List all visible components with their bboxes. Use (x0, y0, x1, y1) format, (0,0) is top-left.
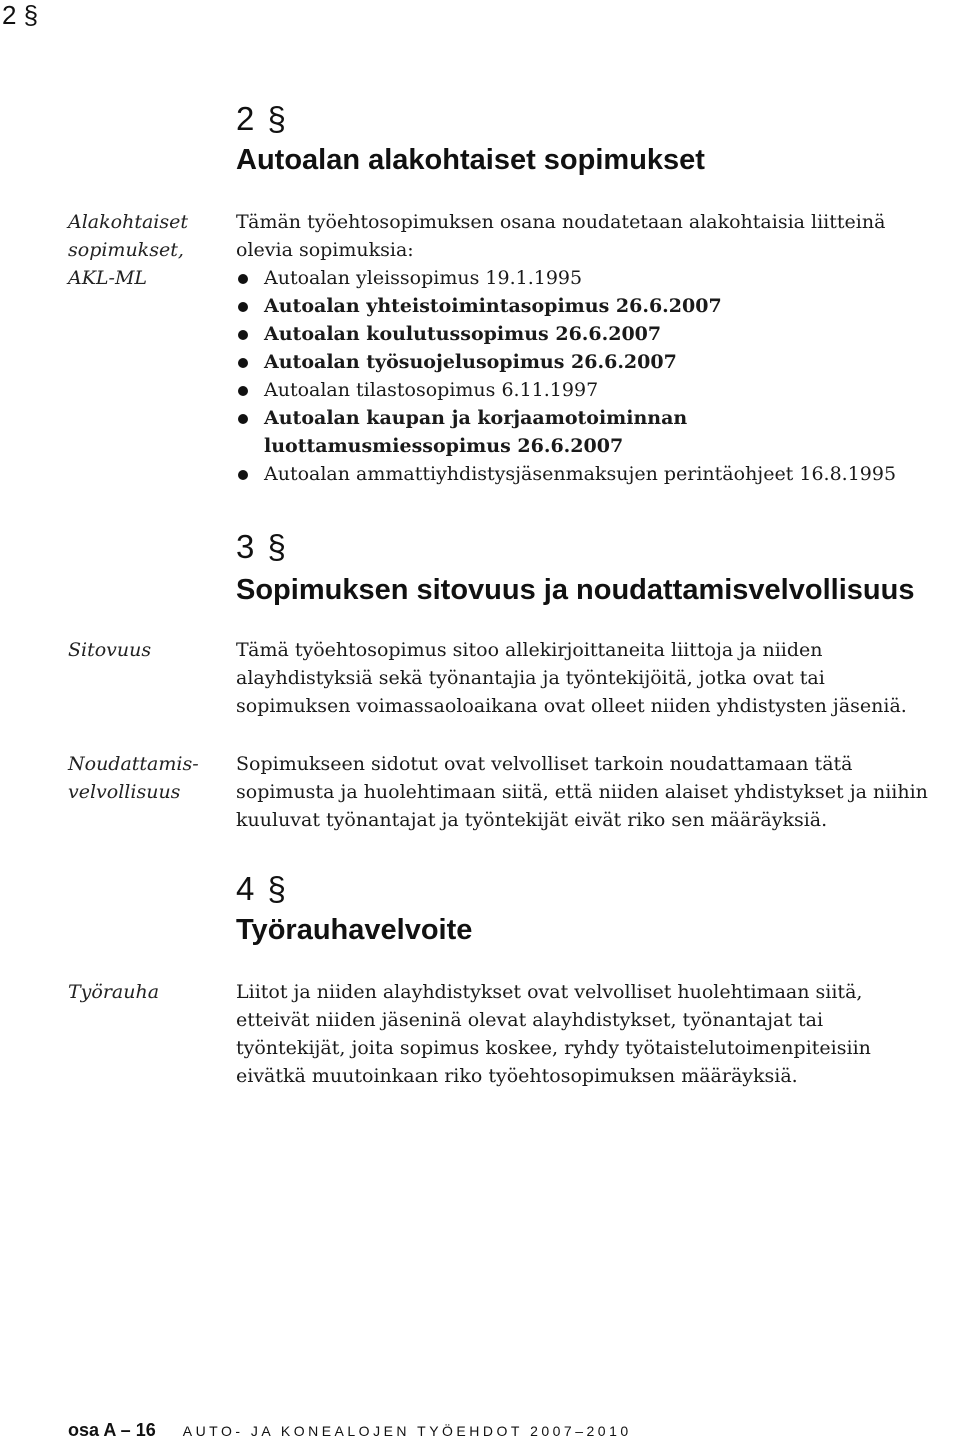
margin-line: sopimukset, (68, 239, 184, 261)
section-3-number: 3 § (236, 528, 288, 565)
margin-note-tyorauha (68, 978, 218, 1006)
margin-line: Sitovuus (68, 639, 152, 661)
section-3-title: Sopimuksen sitovuus ja noudattamisvelvollisuus (236, 574, 915, 606)
list-item: Autoalan kaupan ja korjaamotoiminnan luottamusmiessopimus 26.6.2007 (236, 404, 936, 460)
paragraph-text: Sopimukseen sidotut ovat velvolliset tarkoin noudattamaan tätä sopimusta ja huolehtimaan siitä, että niiden alaiset yhdistykset ja niihin kuuluvat työnantajat ja työntekijät eivät riko sen määräyksiä. (236, 753, 928, 831)
paragraph-text: Tämä työehtosopimus sitoo allekirjoittaneita liittoja ja niiden alayhdistyksiä sekä työnantajia ja työntekijöitä, jotka ovat tai sopimuksen voimassaoloaikana ovat olleet niiden yhdistysten jäseniä. (236, 639, 907, 717)
paragraph-text: Liitot ja niiden alayhdistykset ovat velvolliset huolehtimaan siitä, etteivät niiden jäseninä olevat alayhdistykset, työnantajat tai työntekijät, joita sopimus koskee, ryhdy työtaistelutoimenpiteisiin eivätkä muutoinkaan riko työehtosopimuksen määräyksiä. (236, 981, 871, 1087)
list-item: Autoalan koulutussopimus 26.6.2007 (236, 320, 936, 348)
margin-line: AKL-ML (68, 267, 148, 289)
list-item: Autoalan työsuojelusopimus 26.6.2007 (236, 348, 936, 376)
margin-note-noudattamisvelvollisuus (68, 750, 218, 806)
margin-line: Noudattamis- (68, 753, 199, 775)
paragraph-sitovuus (236, 636, 936, 720)
margin-line: Alakohtaiset (68, 211, 188, 233)
agreement-list (236, 264, 936, 488)
section-2-number: 2 § (236, 100, 288, 137)
margin-line: velvollisuus (68, 781, 181, 803)
list-item: Autoalan tilastosopimus 6.11.1997 (236, 376, 936, 404)
corner-section-mark: 2 § (2, 0, 39, 30)
paragraph-noudattamisvelvollisuus (236, 750, 936, 834)
margin-note-sitovuus (68, 636, 218, 664)
page-footer (68, 1420, 632, 1441)
section-2-title: Autoalan alakohtaiset sopimukset (236, 144, 705, 176)
list-item: Autoalan yleissopimus 19.1.1995 (236, 264, 936, 292)
list-item: Autoalan ammattiyhdistysjäsenmaksujen perintäohjeet 16.8.1995 (236, 460, 936, 488)
page-number: osa A – 16 (68, 1420, 156, 1440)
section-4-title: Työrauhavelvoite (236, 914, 473, 946)
margin-line: Työrauha (68, 981, 160, 1003)
list-item: Autoalan yhteistoimintasopimus 26.6.2007 (236, 292, 936, 320)
footer-title: AUTO- JA KONEALOJEN TYÖEHDOT 2007–2010 (182, 1423, 632, 1439)
section-2-intro: Tämän työehtosopimuksen osana noudatetaan alakohtaisia liitteinä olevia sopimuksia: (236, 211, 886, 261)
paragraph-tyorauha (236, 978, 936, 1090)
section-2-body (236, 208, 936, 488)
section-4-number: 4 § (236, 870, 288, 907)
margin-note-alakohtaiset (68, 208, 218, 292)
